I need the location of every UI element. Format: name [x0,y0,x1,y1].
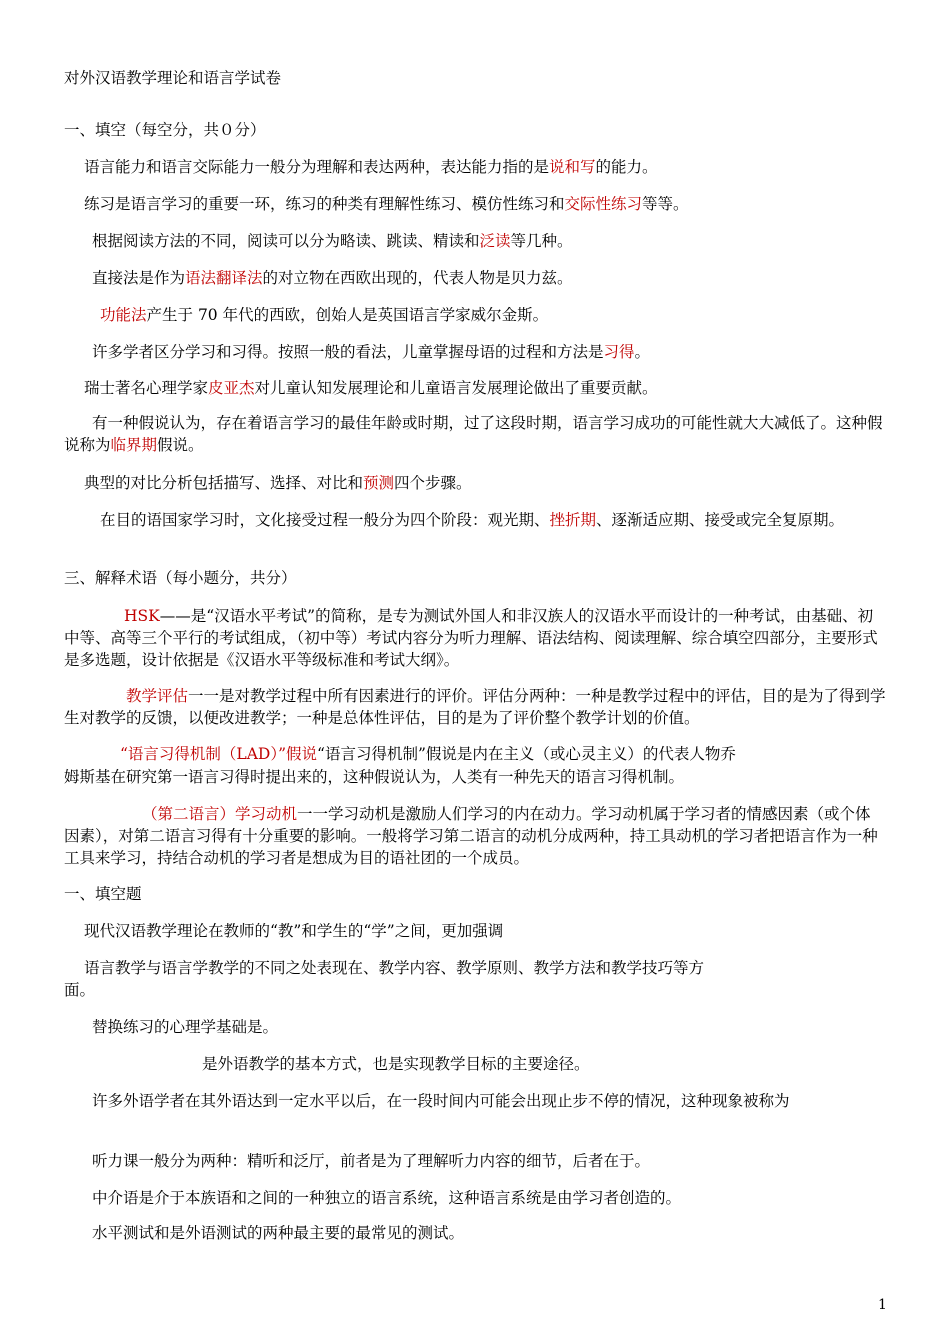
term-text: ——是“汉语水平考试”的简称，是专为测试外国人和非汉族人的汉语水平而设计的一种考试，由基础、初中等、高等三个平行的考试组成，（初中等）考试内容分为听力理解、语法结构、阅读理解、综合填空四部分，主要形式是多选题，设计依据是《汉语水平等级标准和考试大纲》。 [64,607,878,669]
question-text: 有一种假说认为，存在着语言学习的最佳年龄或时期，过了这段时期，语言学习成功的可能性就大大减低了。这种假说称为 [64,414,883,454]
question-text: 许多学者区分学习和习得。按照一般的看法，儿童掌握母语的过程和方法是 [92,343,604,361]
fill-question-4 [92,267,573,289]
fill2-question-4: 是外语教学的基本方式，也是实现教学目标的主要途径。 [202,1055,590,1073]
fill-question-3 [92,230,573,252]
fill2-question-5: 许多外语学者在其外语达到一定水平以后，在一段时间内可能会出现止步不停的情况，这种现象被称为 [92,1092,790,1110]
question-text: 假说。 [157,436,204,454]
term-label: “语言习得机制（LAD）”假说 [120,745,318,763]
fill2-question-2-line2: 面。 [64,981,96,999]
term-definition-1 [64,605,886,671]
question-text: 、逐渐适应期、接受或完全复原期。 [596,511,845,529]
section-heading-fill2: 一、填空题 [64,885,142,903]
question-text: 等几种。 [510,232,573,250]
fill-question-10 [64,509,886,531]
fill-question-9 [84,472,472,494]
fill-question-5 [100,304,548,326]
fill2-question-3: 替换练习的心理学基础是。 [92,1018,279,1036]
question-text: 对儿童认知发展理论和儿童语言发展理论做出了重要贡献。 [254,379,658,397]
answer-text: 语法翻译法 [185,269,263,287]
question-text: 语言能力和语言交际能力一般分为理解和表达两种，表达能力指的是 [84,158,550,176]
fill-question-1 [84,156,658,178]
answer-text: 功能法 [100,306,147,324]
fill-question-7 [84,377,658,399]
term-text: 一一学习动机是激励人们学习的内在动力。学习动机属于学习者的情感因素（或个体因素），对第二语言习得有十分重要的影响。一般将学习第二语言的动机分成两种，持工具动机的学习者把语言作为一种工具来学习，持结合动机的学习者是想成为目的语社团的一个成员。 [64,805,878,867]
question-text: 在目的语国家学习时，文化接受过程一般分为四个阶段：观光期、 [100,511,550,529]
term-label: （第二语言）学习动机 [142,805,298,823]
question-text: 。 [634,343,651,361]
fill2-question-7: 中介语是介于本族语和之间的一种独立的语言系统，这种语言系统是由学习者创造的。 [92,1189,682,1207]
question-text: 瑞士著名心理学家 [84,379,209,397]
question-text: 根据阅读方法的不同，阅读可以分为略读、跳读、精读和 [92,232,480,250]
question-text: 直接法是作为 [92,269,186,287]
fill-question-8 [64,412,886,456]
question-text: 四个步骤。 [394,474,472,492]
question-text: 练习是语言学习的重要一环，练习的种类有理解性练习、模仿性练习和 [84,195,565,213]
document-title: 对外汉语教学理论和语言学试卷 [64,69,282,87]
section-heading-terms: 三、解释术语（每小题分，共分） [64,569,297,587]
answer-text: 泛读 [479,232,511,250]
term-definition-3-line1 [120,743,736,765]
fill-question-2 [84,193,689,215]
term-text: “语言习得机制”假说是内在主义（或心灵主义）的代表人物乔 [317,745,736,763]
question-text: 产生于 70 年代的西欧，创始人是英国语言学家威尔金斯。 [146,306,549,324]
page-number: 1 [878,1297,887,1313]
question-text: 典型的对比分析包括描写、选择、对比和 [84,474,364,492]
answer-text: 预测 [363,474,395,492]
answer-text: 挫折期 [549,511,597,529]
answer-text: 习得 [603,343,635,361]
term-text: 一一是对教学过程中所有因素进行的评价。评估分两种：一种是教学过程中的评估，目的是为了得到学生对教学的反馈，以便改进教学；一种是总体性评估，目的是为了评价整个教学计划的价值。 [64,687,886,727]
term-definition-2 [64,685,886,729]
section-heading-fill: 一、填空（每空分，共０分） [64,121,266,139]
fill2-question-2-line1: 语言教学与语言学教学的不同之处表现在、教学内容、教学原则、教学方法和教学技巧等方 [84,959,705,977]
fill-question-6 [92,341,650,363]
answer-text: 皮亚杰 [208,379,255,397]
answer-text: 说和写 [549,158,596,176]
question-text: 的对立物在西欧出现的，代表人物是贝力兹。 [262,269,573,287]
answer-text: 交际性练习 [564,195,643,213]
term-definition-3-line2: 姆斯基在研究第一语言习得时提出来的，这种假说认为，人类有一种先天的语言习得机制。 [64,768,685,786]
term-label: HSK [124,607,160,625]
answer-text: 临界期 [110,436,158,454]
fill2-question-6: 听力课一般分为两种：精听和泛厅，前者是为了理解听力内容的细节，后者在于。 [92,1152,651,1170]
question-text: 的能力。 [595,158,658,176]
fill2-question-8: 水平测试和是外语测试的两种最主要的最常见的测试。 [92,1224,465,1242]
term-label: 教学评估 [126,687,189,705]
fill2-question-1: 现代汉语教学理论在教师的“教”和学生的“学”之间，更加强调 [84,922,504,940]
question-text: 等等。 [642,195,689,213]
term-definition-4 [64,803,886,869]
